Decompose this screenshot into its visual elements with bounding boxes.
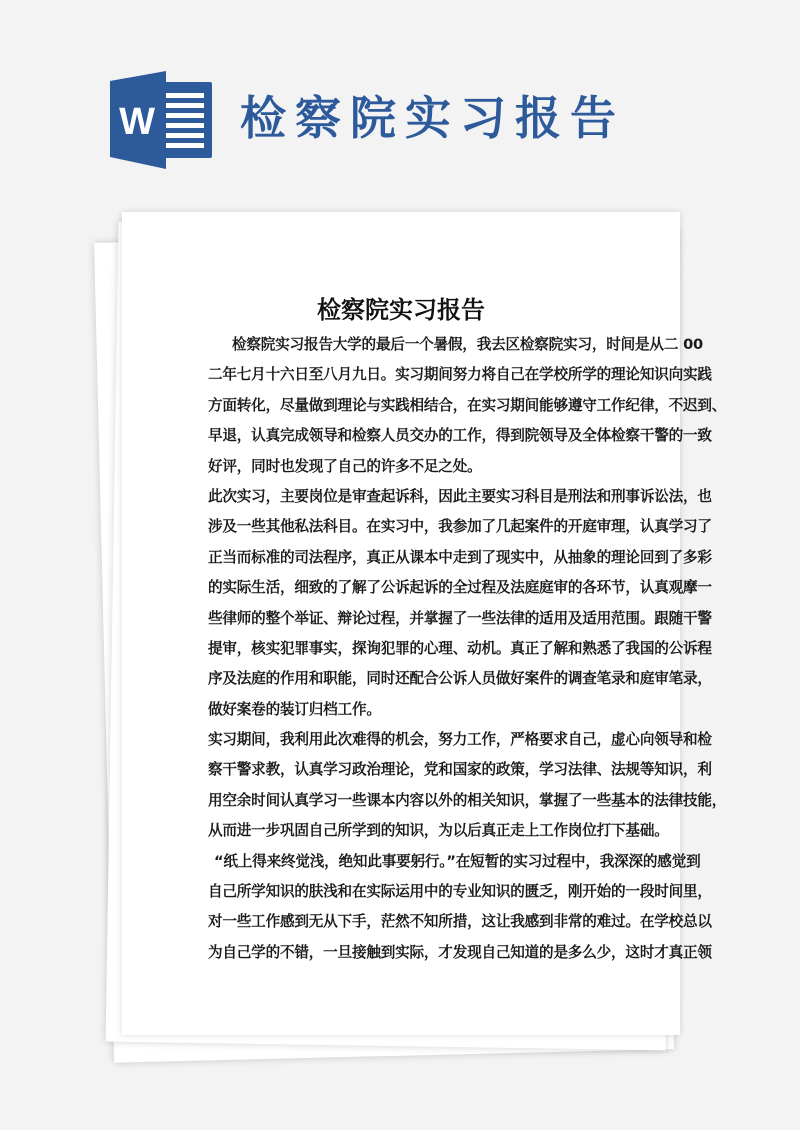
word-icon: [110, 71, 214, 169]
text-line: 些律师的整个举证、辩论过程，并掌握了一些法律的适用及适用范围。跟随干警: [208, 609, 712, 627]
text-line: 序及法庭的作用和职能，同时还配合公诉人员做好案件的调查笔录和庭审笔录，: [208, 670, 712, 688]
document-page: [122, 212, 727, 1035]
text-line: 好评，同时也发现了自己的许多不足之处。: [208, 457, 482, 475]
text-line: 实习期间，我利用此次难得的机会，努力工作，严格要求自己，虚心向领导和检: [208, 731, 712, 749]
text-line: 早退，认真完成领导和检察人员交办的工作，得到院领导及全体检察干警的一致: [208, 427, 712, 445]
text-line: 此次实习，主要岗位是审查起诉科，因此主要实习科目是刑法和刑事诉讼法，也: [208, 487, 712, 505]
text-line: 提审，核实犯罪事实，探询犯罪的心理、动机。真正了解和熟悉了我国的公诉程: [208, 639, 712, 657]
text-line: 正当而标准的司法程序，真正从课本中走到了现实中，从抽象的理论回到了多彩: [208, 548, 712, 566]
text-line: 察干警求教，认真学习政治理论，党和国家的政策，学习法律、法规等知识，利: [208, 761, 712, 779]
text-line: 对一些工作感到无从下手，茫然不知所措，这让我感到非常的难过。在学校总以: [208, 913, 712, 931]
text-line: 做好案卷的装订归档工作。: [208, 700, 381, 718]
text-line: 自己所学知识的肤浅和在实际运用中的专业知识的匮乏，刚开始的一段时间里，: [208, 883, 712, 901]
text-line: 的实际生活，细致的了解了公诉起诉的全过程及法庭庭审的各环节，认真观摩一: [208, 579, 712, 597]
document-title: 检察院实习报告: [317, 296, 485, 324]
text-line: 二年七月十六日至八月九日。实习期间努力将自己在学校所学的理论知识向实践: [208, 366, 712, 384]
text-line: 用空余时间认真学习一些课本内容以外的相关知识，掌握了一些基本的法律技能，: [208, 791, 727, 809]
text-line: 涉及一些其他私法科目。在实习中，我参加了几起案件的开庭审理，认真学习了: [208, 518, 712, 536]
word-icon-letter: W: [119, 101, 155, 143]
text-line: 为自己学的不错，一旦接触到实际，才发现自己知道的是多么少，这时才真正领: [208, 943, 712, 961]
text-line: 方面转化，尽量做到理论与实践相结合，在实习期间能够遵守工作纪律，不迟到、: [208, 396, 727, 414]
text-line: 从而进一步巩固自己所学到的知识，为以后真正走上工作岗位打下基础。: [208, 822, 669, 840]
document-body: [208, 330, 727, 968]
text-line: 检察院实习报告大学的最后一个暑假，我去区检察院实习，时间是从二 00: [232, 336, 703, 353]
text-line: “纸上得来终觉浅，绝知此事要躬行。”在短暂的实习过程中，我深深的感觉到: [214, 852, 701, 870]
banner-title: 检察院实习报告: [240, 91, 625, 145]
